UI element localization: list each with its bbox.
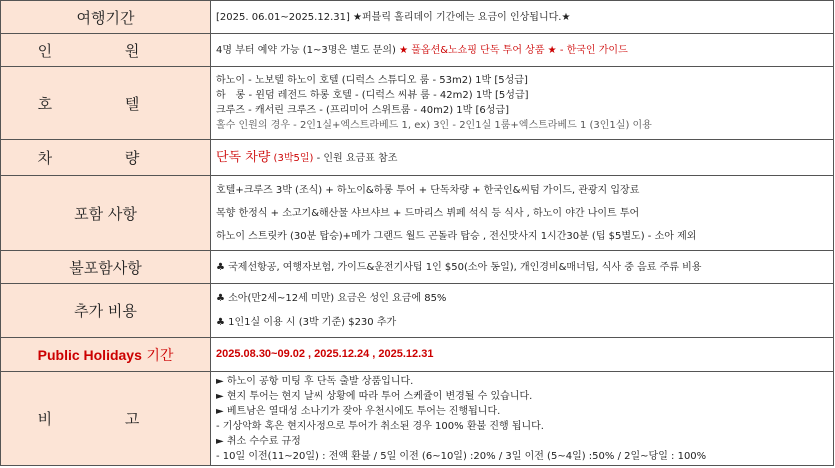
holidays-label-en: Public Holidays — [37, 346, 142, 363]
remarks-label — [1, 372, 211, 466]
remarks-line-3: ► 베트남은 열대성 소나기가 잦아 우천시에도 투어는 진행됩니다. — [216, 405, 501, 417]
period-value: [2025. 06.01~2025.12.31] ★퍼블릭 홀리데이 기간에는 요금이 인상됩니다.★ — [216, 11, 571, 23]
hotel-label — [1, 67, 211, 140]
included-line-2: 목향 한정식 + 소고기&해산물 샤브샤브 + 드마리스 뷔페 석식 등 식사 , 하노이 야간 나이트 투어 — [216, 207, 640, 219]
hotel-label-text: 호 텔 — [37, 94, 174, 113]
extra-label: 추가 비용 — [1, 284, 211, 338]
row-remarks — [1, 372, 834, 466]
remarks-label-text: 비 고 — [37, 410, 174, 428]
excluded-value: ♣ 국제선항공, 여행자보험, 가이드&운전기사팁 1인 $50(소아 동일), 개인경비&매너팁, 식사 중 음료 주류 비용 — [216, 261, 702, 273]
row-hotel — [1, 67, 834, 140]
included-line-1: 호텔+크루즈 3박 (조식) + 하노이&하롱 투어 + 단독차량 + 한국인&씨텀 가이드, 관광지 입장료 — [216, 184, 640, 196]
period-label: 여행기간 — [1, 1, 211, 34]
included-label: 포함 사항 — [1, 176, 211, 251]
vehicle-highlight: 단독 차량 — [216, 149, 271, 165]
people-value: 4명 부터 예약 가능 (1~3명은 별도 문의) — [216, 44, 396, 56]
vehicle-text — [211, 140, 834, 176]
remarks-line-6: - 10일 이전(11~20일) : 전액 환불 / 5일 이전 (6~10일) :20% / 3일 이전 (5~4일) :50% / 2일~당일 : 100% — [216, 450, 707, 462]
hotel-note: 홀수 인원의 경우 - 2인1실+엑스트라베드 1, ex) 3인 - 2인1실 1룸+엑스트라베드 1 (3인1실) 이용 — [216, 120, 652, 131]
remarks-line-2: ► 현지 투어는 현지 날씨 상황에 따라 투어 스케쥴이 변경될 수 있습니다. — [216, 390, 533, 402]
vehicle-label-text: 차 량 — [37, 149, 174, 167]
holidays-label-kr: 기간 — [141, 347, 174, 364]
vehicle-note: - 인원 요금표 참조 — [313, 152, 398, 164]
remarks-text — [211, 372, 834, 466]
period-text — [211, 1, 834, 34]
row-excluded — [1, 251, 834, 284]
hotel-text — [211, 67, 834, 140]
row-people — [1, 34, 834, 67]
people-text — [211, 34, 834, 67]
vehicle-label — [1, 140, 211, 176]
remarks-line-4: - 기상악화 혹은 현지사정으로 투어가 취소된 경우 100% 환불 진행 됩니다. — [216, 420, 544, 432]
excluded-label: 불포함사항 — [1, 251, 211, 284]
excluded-text — [211, 251, 834, 284]
extra-line-2: ♣ 1인1실 이용 시 (3박 기준) $230 추가 — [216, 317, 397, 328]
row-vehicle — [1, 140, 834, 176]
extra-text — [211, 284, 834, 338]
remarks-line-5: ► 취소 수수료 규정 — [216, 435, 301, 447]
row-period — [1, 1, 834, 34]
vehicle-duration: (3박5일) — [270, 152, 314, 164]
row-included — [1, 176, 834, 251]
hotel-line-1: 하노이 - 노보텔 하노이 호텔 (디럭스 스튜디오 룸 - 53m2) 1박 [5성급] — [216, 75, 528, 86]
remarks-line-1: ► 하노이 공항 미팅 후 단독 출발 상품입니다. — [216, 375, 414, 387]
included-line-3: 하노이 스트릿카 (30분 탑승)+메가 그랜드 월드 곤돌라 탑승 , 전신맛사지 1시간30분 (팁 $5별도) - 소아 제외 — [216, 230, 697, 242]
hotel-line-2: 하 롱 - 윈덤 레전드 하롱 호텔 - (디럭스 씨뷰 룸 - 42m2) 1박 [5성급] — [216, 90, 529, 101]
holidays-text — [211, 338, 834, 372]
holidays-dates: 2025.08.30~09.02 , 2025.12.24 , 2025.12.31 — [216, 348, 434, 360]
row-extra — [1, 284, 834, 338]
included-text — [211, 176, 834, 251]
extra-line-1: ♣ 소아(만2세~12세 미만) 요금은 성인 요금에 85% — [216, 293, 447, 304]
people-label — [1, 34, 211, 67]
row-holidays — [1, 338, 834, 372]
hotel-line-3: 크루즈 - 캐서린 크루즈 - (프리미어 스위트룸 - 40m2) 1박 [6성급] — [216, 105, 509, 116]
holidays-label — [1, 338, 211, 372]
people-highlight: ★ 풀옵션&노쇼핑 단독 투어 상품 ★ - 한국인 가이드 — [395, 44, 628, 56]
people-label-text: 인 원 — [37, 41, 174, 60]
